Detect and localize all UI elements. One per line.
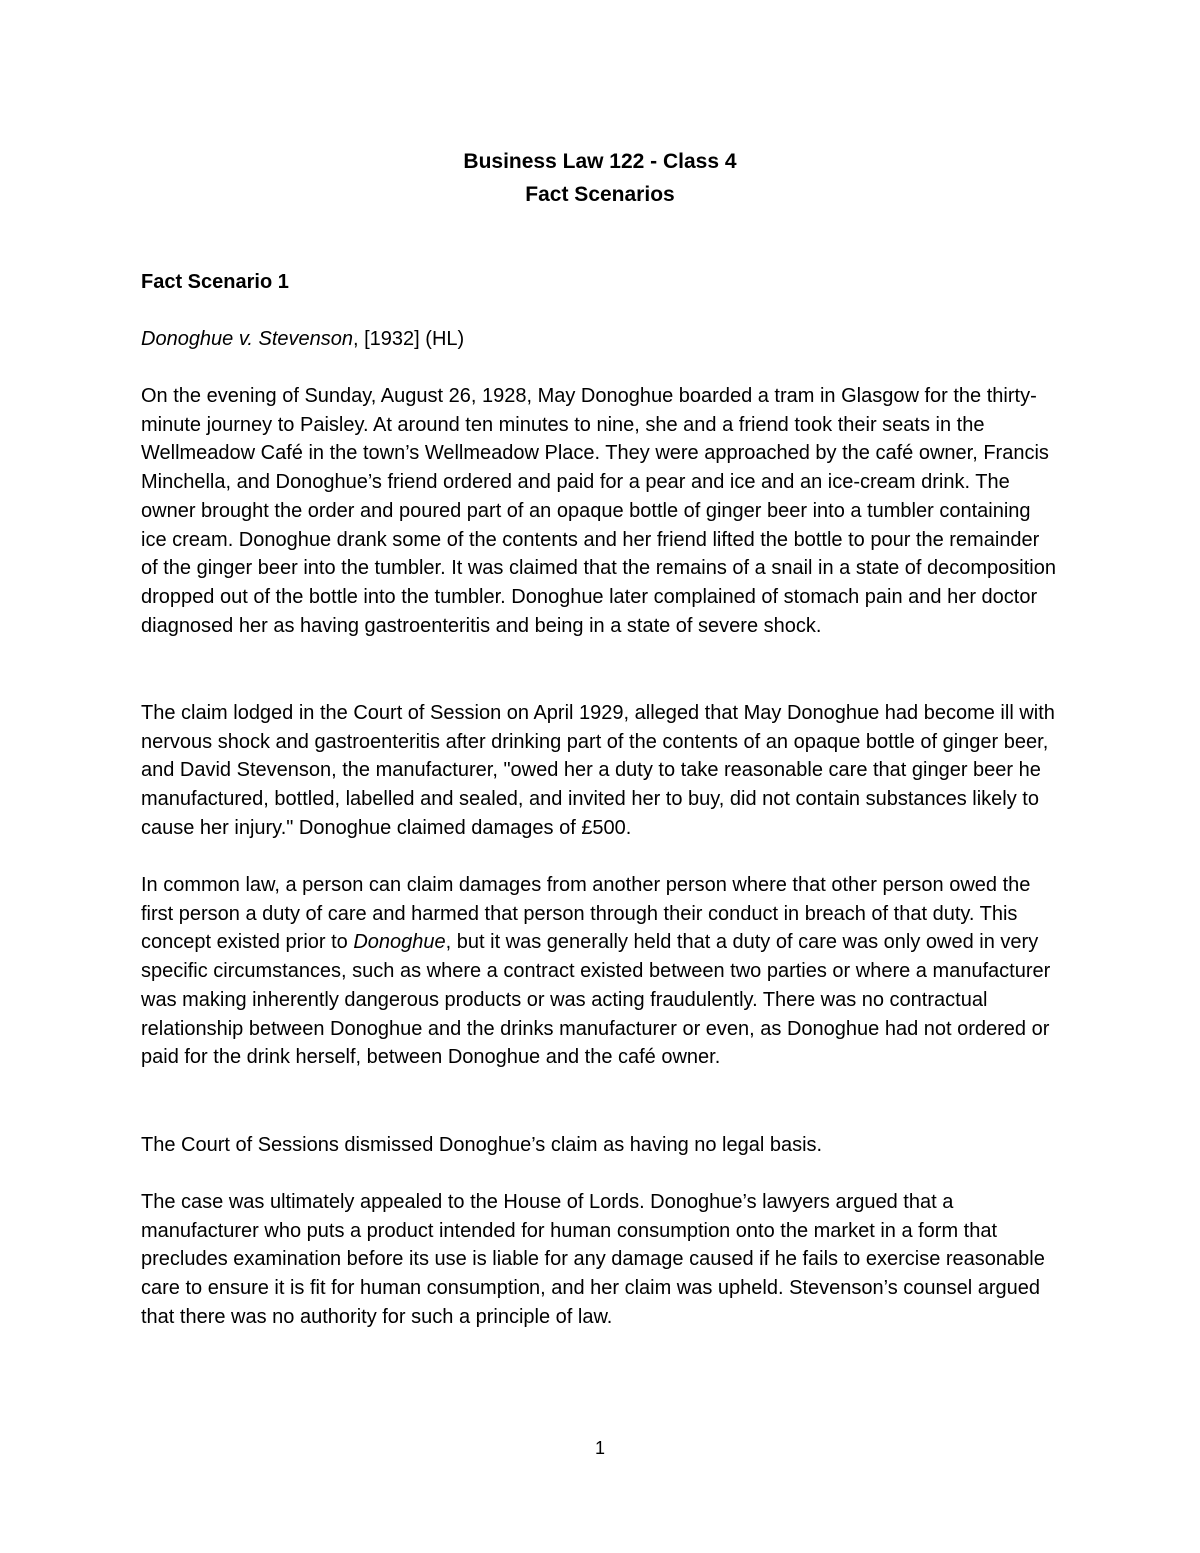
paragraph-common-law-part-2: , but it was generally held that a duty of care was only owed in very specific circumstances, such as where a contract existed between two parties or where a manufacturer was making inherently dangerous products or was acting fraudulently. There was no contractual relationship between Donoghue and the drinks manufacturer or even, as Donoghue had not ordered or paid for the drink herself, between Donoghue and the café owner. [141,931,1051,1069]
case-name: Donoghue v. Stevenson [141,328,354,350]
section-heading: Fact Scenario 1 [141,271,289,293]
document-subtitle: Fact Scenarios [525,183,675,206]
paragraph-appeal: The case was ultimately appealed to the House of Lords. Donoghue’s lawyers argued that a manufacturer who puts a product intended for human consumption onto the market in a form that precludes examination before its use is liable for any damage caused if he fails to exercise reasonable care to ensure it is fit for human consumption, and her claim was upheld. Stevenson’s counsel argued that there was no authority for such a principle of law. [141,1191,1045,1328]
document-title: Business Law 122 - Class 4 [463,150,737,173]
paragraph-common-law-italic: Donoghue [353,931,446,954]
paragraph-common-law [141,871,1061,1072]
page-number: 1 [594,1438,605,1458]
case-citation [141,325,464,354]
paragraph-common-law-part-1: In common law, a person can claim damages from another person where that other person owed the first person a duty of care and harmed that person through their conduct in breach of that duty. This concept existed prior to [141,874,1031,954]
case-citation-rest: , [1932] (HL) [353,328,465,350]
paragraph-claim: The claim lodged in the Court of Session on April 1929, alleged that May Donoghue had become ill with nervous shock and gastroenteritis after drinking part of the contents of an opaque bottle of ginger beer, and David Stevenson, the manufacturer, "owed her a duty to take reasonable care that ginger beer he manufactured, bottled, labelled and sealed, and invited her to buy, did not contain substances likely to cause her injury." Donoghue claimed damages of £500. [141,702,1055,839]
paragraph-dismissal: The Court of Sessions dismissed Donoghue’s claim as having no legal basis. [141,1134,823,1156]
paragraph-facts: On the evening of Sunday, August 26, 1928, May Donoghue boarded a tram in Glasgow for the thirty-minute journey to Paisley. At around ten minutes to nine, she and a friend took their seats in the Wellmeadow Café in the town’s Wellmeadow Place. They were approached by the café owner, Francis Minchella, and Donoghue’s friend ordered and paid for a pear and ice and an ice-cream drink. The owner brought the order and poured part of an opaque bottle of ginger beer into a tumbler containing ice cream. Donoghue drank some of the contents and her friend lifted the bottle to pour the remainder of the ginger beer into the tumbler. It was claimed that the remains of a snail in a state of decomposition dropped out of the bottle into the tumbler. Donoghue later complained of stomach pain and her doctor diagnosed her as having gastroenteritis and being in a state of severe shock. [141,385,1056,637]
